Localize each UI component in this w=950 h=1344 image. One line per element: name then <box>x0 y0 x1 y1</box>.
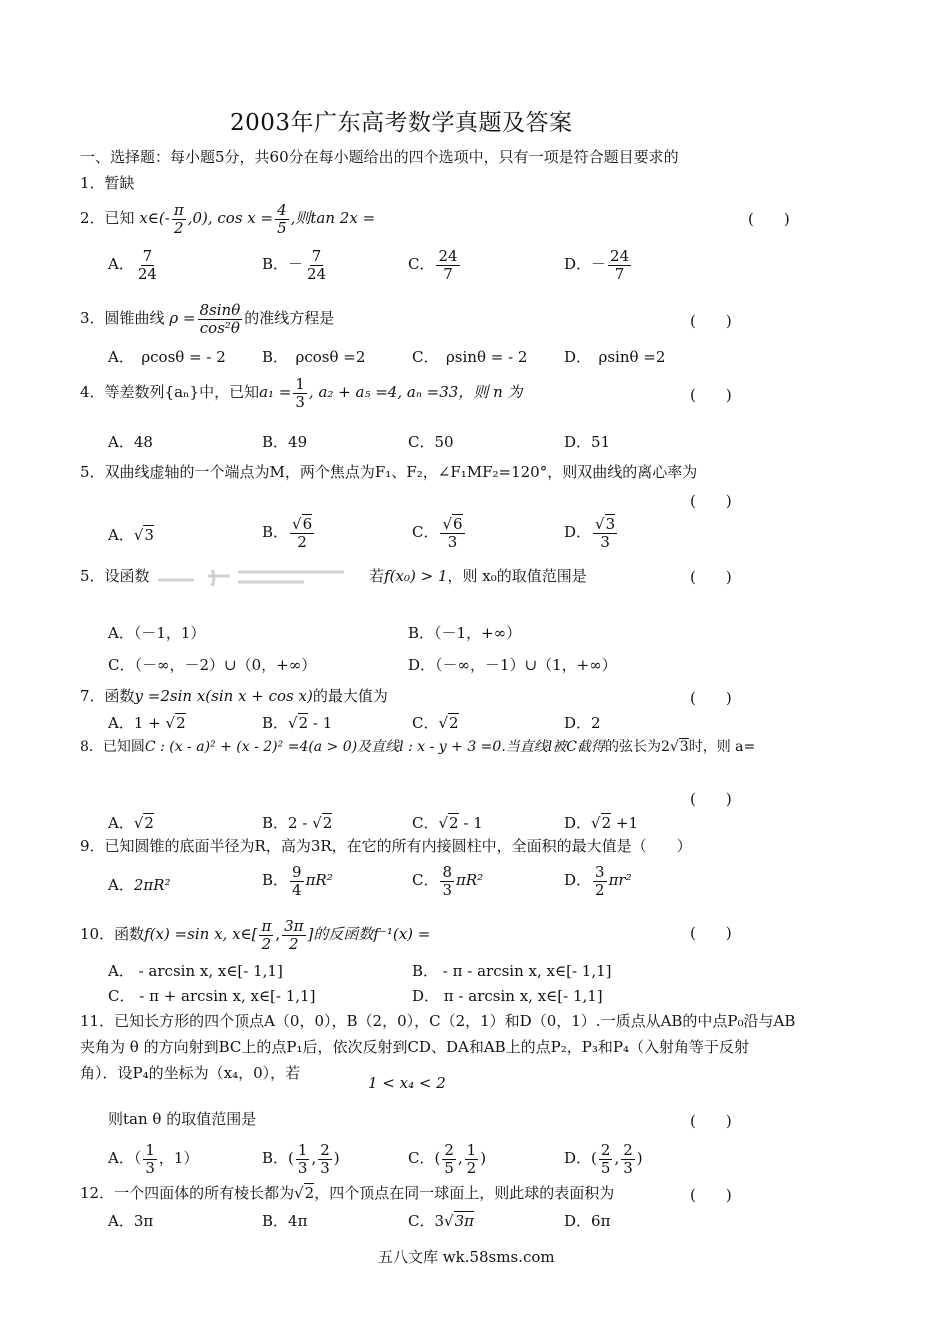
question-11-line-1: 11．已知长方形的四个顶点A（0，0），B（2，0），C（2，1）和D（0，1）.一质点从AB的中点P₀沿与AB <box>80 1012 796 1030</box>
answer-paren-2: ( ) <box>748 210 790 228</box>
answer-paren-4: ( ) <box>690 386 732 404</box>
question-9: 9．已知圆锥的底面半径为R，高为3R，在它的所有内接圆柱中，全面积的最大值是（ ） <box>80 837 692 855</box>
question-11-condition: 1 < x₄ < 2 <box>368 1074 446 1092</box>
q4-option-d: D．51 <box>564 433 611 451</box>
q5-option-a: A．√3 <box>108 526 154 544</box>
q5-option-d: D． $\frac{√3}{3}$ <box>564 515 616 551</box>
q7-option-d: D．2 <box>564 714 601 732</box>
q9-option-b: B． $\frac{9}{4}$ πR² <box>262 863 333 899</box>
question-8: 8．已知圆C : (x - a)² + (x - 2)² =4(a > 0)及直线l : x - y + 3 =0.当直线l被C截得的弦长为2√3时，则 a= <box>80 739 756 755</box>
question-5: 5．双曲线虚轴的一个端点为M，两个焦点为F₁、F₂，∠F₁MF₂=120°，则双曲线的离心率为 <box>80 463 698 481</box>
question-3: 3．圆锥曲线 ρ = $\frac{8\sin\theta}{\text{cos²θ}}$ 的准线方程是 <box>80 301 335 337</box>
question-11-line-3: 角）．设P₄的坐标为（x₄，0），若 <box>80 1064 301 1082</box>
q11-option-a: A．（ $\frac{1}{3}$ ，1） <box>108 1141 199 1177</box>
q3-option-c: C． ρsinθ = - 2 <box>412 348 528 366</box>
q11-option-c: C．( $\frac{2}{5}$ , $\frac{1}{2}$ ) <box>408 1141 487 1177</box>
answer-paren-3: ( ) <box>690 312 732 330</box>
q12-option-a: A．3π <box>108 1212 154 1230</box>
q7-option-b: B．√2 - 1 <box>262 714 333 732</box>
q2-option-a: A． $\frac{7}{24}$ <box>108 247 157 283</box>
q10-option-b: B． - π - arcsin x, x∈[- 1,1] <box>412 962 612 980</box>
question-11-line-2: 夹角为 θ 的方向射到BC上的点P₁后，依次反射到CD、DA和AB上的点P₂，P₃和P₄（入射角等于反射 <box>80 1038 749 1056</box>
q6-option-a: A．（－1，1） <box>108 624 206 642</box>
footer-watermark: 五八文库 wk.58sms.com <box>378 1248 555 1266</box>
q12-option-c: C．3√3π <box>408 1212 474 1230</box>
q4-option-b: B．49 <box>262 433 308 451</box>
q12-option-b: B．4π <box>262 1212 308 1230</box>
section-heading: 一、选择题：每小题5分，共60分在每小题给出的四个选项中，只有一项是符合题目要求的 <box>80 148 679 166</box>
question-11-line-4: 则tan θ 的取值范围是 <box>108 1110 257 1128</box>
blurred-piecewise-function <box>154 566 364 588</box>
q11-option-b: B．( $\frac{1}{3}$ , $\frac{2}{3}$ ) <box>262 1141 340 1177</box>
q5-option-b: B． $\frac{√6}{2}$ <box>262 515 313 551</box>
answer-paren-11: ( ) <box>690 1112 732 1130</box>
q8-option-d: D．√2 +1 <box>564 814 639 832</box>
q8-option-a: A．√2 <box>108 814 154 832</box>
q10-option-c: C． - π + arcsin x, x∈[- 1,1] <box>108 987 316 1005</box>
q12-option-d: D．6π <box>564 1212 611 1230</box>
q2-option-c: C． $\frac{24}{7}$ <box>408 247 458 283</box>
q6-option-c: C．（－∞，－2）∪（0，+∞） <box>108 656 317 674</box>
q6-option-d: D．（－∞，－1）∪（1，+∞） <box>408 656 617 674</box>
q10-option-a: A． - arcsin x, x∈[- 1,1] <box>108 962 283 980</box>
question-12: 12．一个四面体的所有棱长都为√2，四个顶点在同一球面上，则此球的表面积为 <box>80 1184 615 1202</box>
answer-paren-12: ( ) <box>690 1186 732 1204</box>
q11-option-d: D．( $\frac{2}{5}$ , $\frac{2}{3}$ ) <box>564 1141 643 1177</box>
page-title: 2003年广东高考数学真题及答案 <box>230 110 573 136</box>
q8-option-c: C．√2 - 1 <box>412 814 483 832</box>
q4-option-c: C．50 <box>408 433 454 451</box>
question-2: 2．已知 x∈(- $\frac{\pi}{2}$ ,0), cos x = $\frac{4}{5}$ ,则tan 2x = <box>80 201 376 237</box>
question-4: 4．等差数列{aₙ}中，已知a₁ = $\frac{1}{3}$ , a₂ + a₅ =4, aₙ =33，则 n 为 <box>80 375 523 411</box>
question-6: 5．设函数 若f(x₀) > 1，则 x₀的取值范围是 <box>80 566 587 588</box>
answer-paren-10: ( ) <box>690 924 732 942</box>
answer-paren-7: ( ) <box>690 689 732 707</box>
q10-option-d: D． π - arcsin x, x∈[- 1,1] <box>412 987 603 1005</box>
answer-paren-8: ( ) <box>690 790 732 808</box>
q7-option-a: A．1 + √2 <box>108 714 186 732</box>
q9-option-c: C． $\frac{8}{3}$ πR² <box>412 863 484 899</box>
q3-option-b: B． ρcosθ =2 <box>262 348 366 366</box>
q3-option-d: D． ρsinθ =2 <box>564 348 666 366</box>
q7-option-c: C．√2 <box>412 714 459 732</box>
q3-option-a: A． ρcosθ = - 2 <box>108 348 226 366</box>
answer-paren-5: ( ) <box>690 492 732 510</box>
question-10: 10．函数f(x) =sin x, x∈[ $\frac{\pi}{2}$ , $\frac{3\pi}{2}$ ]的反函数f⁻¹(x) = <box>80 917 431 953</box>
question-1: 1．暂缺 <box>80 174 135 192</box>
q6-option-b: B．（－1，+∞） <box>408 624 522 642</box>
question-7: 7．函数y =2sin x(sin x + cos x)的最大值为 <box>80 687 388 705</box>
q9-option-d: D． $\frac{3}{2}$ πr² <box>564 863 632 899</box>
q9-option-a: A．2πR² <box>108 876 171 894</box>
q8-option-b: B．2 - √2 <box>262 814 333 832</box>
q4-option-a: A．48 <box>108 433 153 451</box>
q2-option-d: D．－ $\frac{24}{7}$ <box>564 247 630 283</box>
q5-option-c: C． $\frac{√6}{3}$ <box>412 515 463 551</box>
q2-option-b: B．－ $\frac{7}{24}$ <box>262 247 327 283</box>
answer-paren-6: ( ) <box>690 568 732 586</box>
